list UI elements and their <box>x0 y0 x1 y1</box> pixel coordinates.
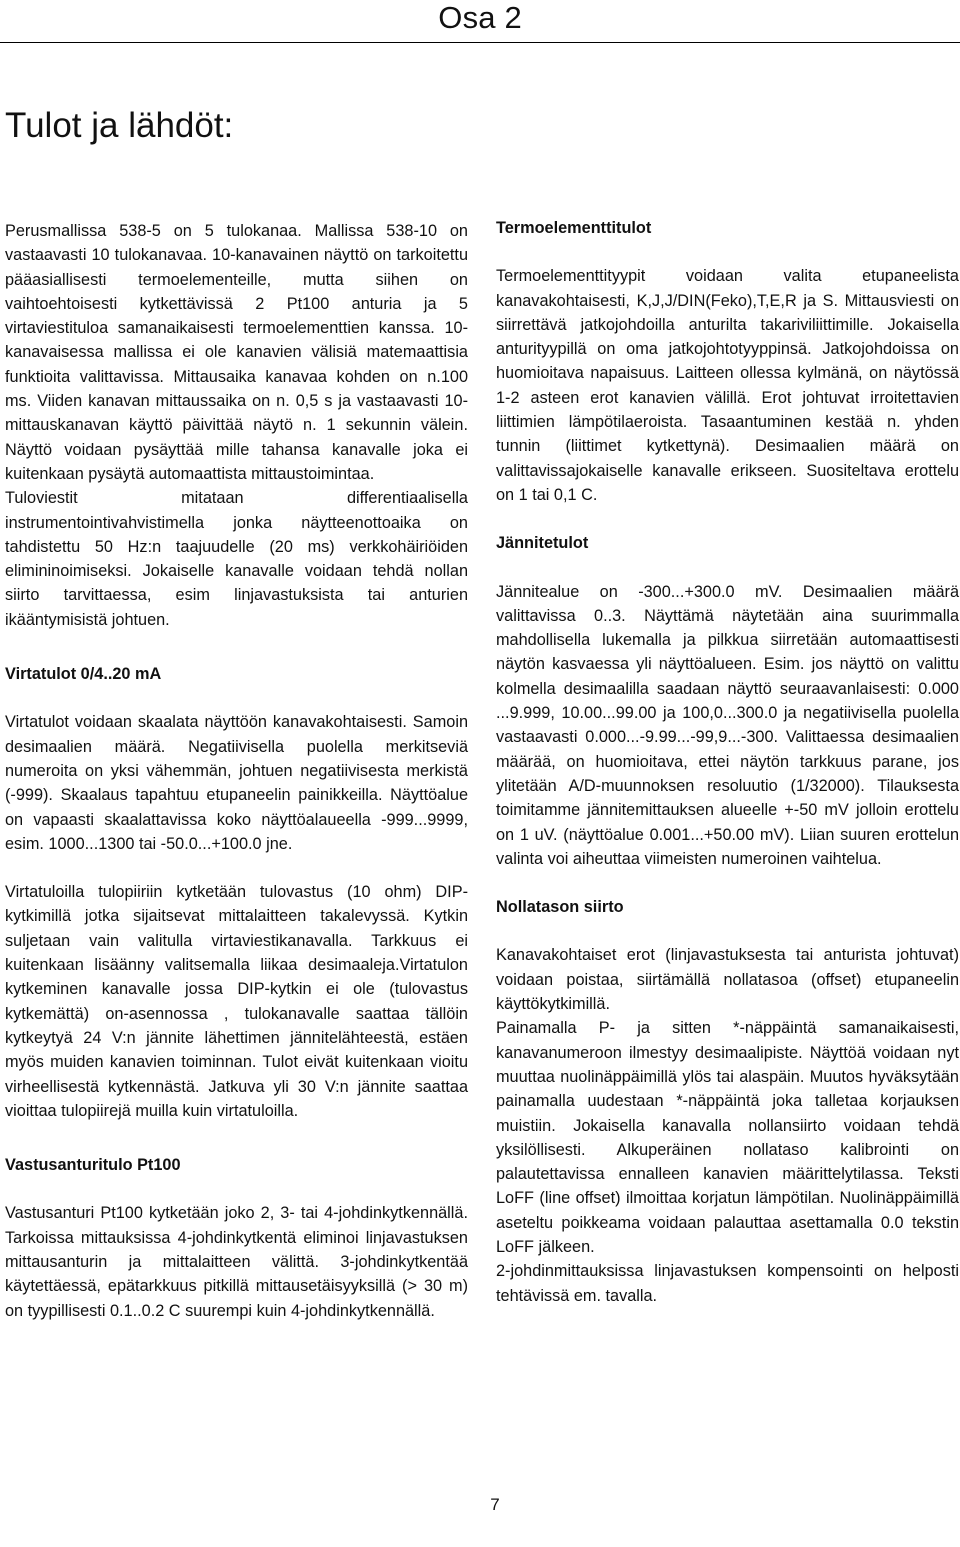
spacer <box>496 240 959 264</box>
spacer <box>5 686 468 710</box>
thermocouple-paragraph: Termoelementtityypit voidaan valita etupaneelista kanavakohtaisesti, K,J,J/DIN(Feko),T,E,R ja S. Mittausviesti on siirrettävä jatkojohdoilla anturilta takariviliittimille. Jokaisella anturityypillä on oma jatkojohtotyyppinsä. Jatkojohdoissa on huomioitava napaisuus. Laitteen ollessa kylmänä, on näytössä 1-2 asteen erot kanavien välillä. Erot johtuvat irroitettavien liittimien lämpötilaeroista. Tasaantuminen kestää n. yhden tunnin (liittimet kytkettynä). Desimaalien määrä on valittavissajokaiselle kanavalle erikseen. Suositeltava erottelu on 1 tai 0,1 C. <box>496 267 959 504</box>
page-title: Tulot ja lähdöt: <box>5 106 234 145</box>
current-inputs-paragraph: Virtatulot voidaan skaalata näyttöön kanavakohtaisesti. Samoin desimaalien määrä. Negatiivisella puolella merkitseviä numeroita on yksi vähemmän, johtuen negatiivisesta merkistä (-999). Skaalaus tapahtuu etupaneelin painikkeilla. Näyttöalue on vapaasti skaalattavissa koko näyttöalaueella -999...9999, esim. 1000...1300 tai -50.0...+100.0 jne. <box>5 713 468 853</box>
spacer <box>5 856 468 880</box>
zero-offset-paragraph-3: 2-johdinmittauksissa linjavastuksen kompensointi on helposti tehtävissä em. tavalla. <box>496 1262 959 1305</box>
left-column <box>5 219 468 1323</box>
spacer <box>5 1123 468 1153</box>
current-inputs-paragraph-2: Virtatuloilla tulopiiriin kytketään tulovastus (10 ohm) DIP-kytkimillä jotka sijaitsevat mittalaitteen takalevyssä. Kytkin suljetaan vain valitulla virtaviestikanavalla. Tarkkuus ei kuitenkaan lisäänny valitsemalla liikaa desimaaleja.Virtatulon kytkeminen kanavalle jossa DIP-kytkin ei ole (tulovastus kytkemättä) on-asennossa , tulokanavalle saattaa tällöin kytkeytyä 24 V:n jännite lähettimen jännitelähteestä, estäen myös muiden kanavien toiminnan. Tulot eivät kuitenkaan vioitu virheellisestä kytkennästä. Jatkuva yli 30 V:n jännite saattaa vioittaa tulopiirejä muilla kuin virtatuloilla. <box>5 883 468 1120</box>
spacer <box>5 632 468 662</box>
intro-paragraph-2: Tuloviestit mitataan differentiaalisella instrumentointivahvistimella jonka näytteenottoaika on tahdistettu 50 Hz:n taajuudelle (20 ms) verkkohäiriöiden elimininoimiseksi. Jokaiselle kanavalle voidaan tehdä nollan siirto tarvittaessa, esim linjavastuksista tai anturien ikääntymisistä johtuen. <box>5 489 468 629</box>
spacer <box>496 507 959 531</box>
zero-offset-heading: Nollatason siirto <box>496 898 624 917</box>
spacer <box>5 1177 468 1201</box>
zero-offset-paragraph: Kanavakohtaiset erot (linjavastuksesta tai anturista johtuvat) voidaan poistaa, siirtämällä nollatasoa (offset) etupaneelin käyttökytkimillä. <box>496 946 959 1014</box>
spacer <box>496 919 959 943</box>
rtd-input-paragraph: Vastusanturi Pt100 kytketään joko 2, 3- tai 4-johdinkytkennällä. Tarkoissa mittauksissa 4-johdinkytkentä eliminoi linjavastuksen mittausanturin ja mittalaitteen välittä. 3-johdinkytkentää käytettäessä, epätarkkuus pitkillä mittausetäisyyksillä (> 30 m) on tyypillisesti 0.1..0.2 C suurempi kuin 4-johdinkytkennällä. <box>5 1204 468 1320</box>
current-inputs-heading: Virtatulot 0/4..20 mA <box>5 665 162 684</box>
spacer <box>496 556 959 580</box>
part-label: Osa 2 <box>438 0 522 35</box>
rtd-input-heading: Vastusanturitulo Pt100 <box>5 1156 181 1175</box>
intro-paragraph: Perusmallissa 538-5 on 5 tulokanaa. Mallissa 538-10 on vastaavasti 10 tulokanavaa. 10-kanavainen näyttö on tarkoitettu pääasiallisesti termoelementeille, mutta siihen on vaihtoehtoisesti kytkettävissä 2 Pt100 anturia ja 5 virtaviestituloa samanaikaisesti termoelementtien kanssa. 10-kanavaisessa mallissa ei ole kanavien välisiä matemaattisia funktioita valittavissa. Mittausaika kanavaa kohden on n.100 ms. Viiden kanavan mittaussaika on n. 0,5 s ja vastaavasti 10- mittauskanavan käyttö päivittää näytö n. 1 sekunnin välein. Näyttö voidaan pysäyttää mille tahansa kanavalle joka ei kuitenkaan pysäytä automaattista mittaustoimintaa. <box>5 222 468 483</box>
zero-offset-paragraph-2: Painamalla P- ja sitten *-näppäintä samanaikaisesti, kanavanumeroon ilmestyy desimaalipiste. Näyttöä voidaan nyt muuttaa nuolinäppäimillä ylös tai alaspäin. Muutos hyväksytään painamalla uudestaan *-näppäintä joka talletaa korjauksen muistiin. Jokaisella kanavalla nollansiirto voidaan tehdä yksilöllisesti. Alkuperäinen nollataso kalibrointi on palautettavissa ennalleen kanavien määrittelytilassa. Teksti LoFF (line offset) ilmoittaa korjatun lämpötilan. Nuolinäppäimillä aseteltu poikkeama voidaan palauttaa asettamalla 0.0 tekstin LoFF jälkeen. <box>496 1019 959 1256</box>
page-header <box>0 0 960 44</box>
voltage-inputs-paragraph: Jännitealue on -300...+300.0 mV. Desimaalien määrä valittavissa 0..3. Näyttämä näytetään aina suurimmalla mahdollisella lukemalla ja pilkkua siirretään automaattisesti näytön kasvaessa yli näyttöalueen. Esim. jos näyttö on valittu kolmella desimaalilla saadaan näyttö seuraavanlaisesti: 0.000 ...9.999, 10.00...99.00 ja 100,0...300.0 ja negatiivisella puolella vastaavasti 0.000...-9.99...-99,9...-300. Valittaessa desimaalien määrää, on huomioitava, ettei näytön tarkkuus parane, jos ylitetään A/D-muunnoksen resoluutio (1/32000). Tilauksesta toimitamme jännitemittauksen alueelle +-50 mV jolloin erottelu on 1 uV. (näyttöalue 0.001...+50.00 mV). Liian suuren erottelun valinta voi aiheuttaa viimeisten numeroinen vaihtelua. <box>496 582 959 868</box>
voltage-inputs-heading: Jännitetulot <box>496 534 589 553</box>
right-column <box>496 216 959 1308</box>
header-rule <box>0 42 960 43</box>
spacer <box>496 871 959 895</box>
thermocouple-heading: Termoelementtitulot <box>496 219 652 237</box>
page-number: 7 <box>490 1495 500 1514</box>
